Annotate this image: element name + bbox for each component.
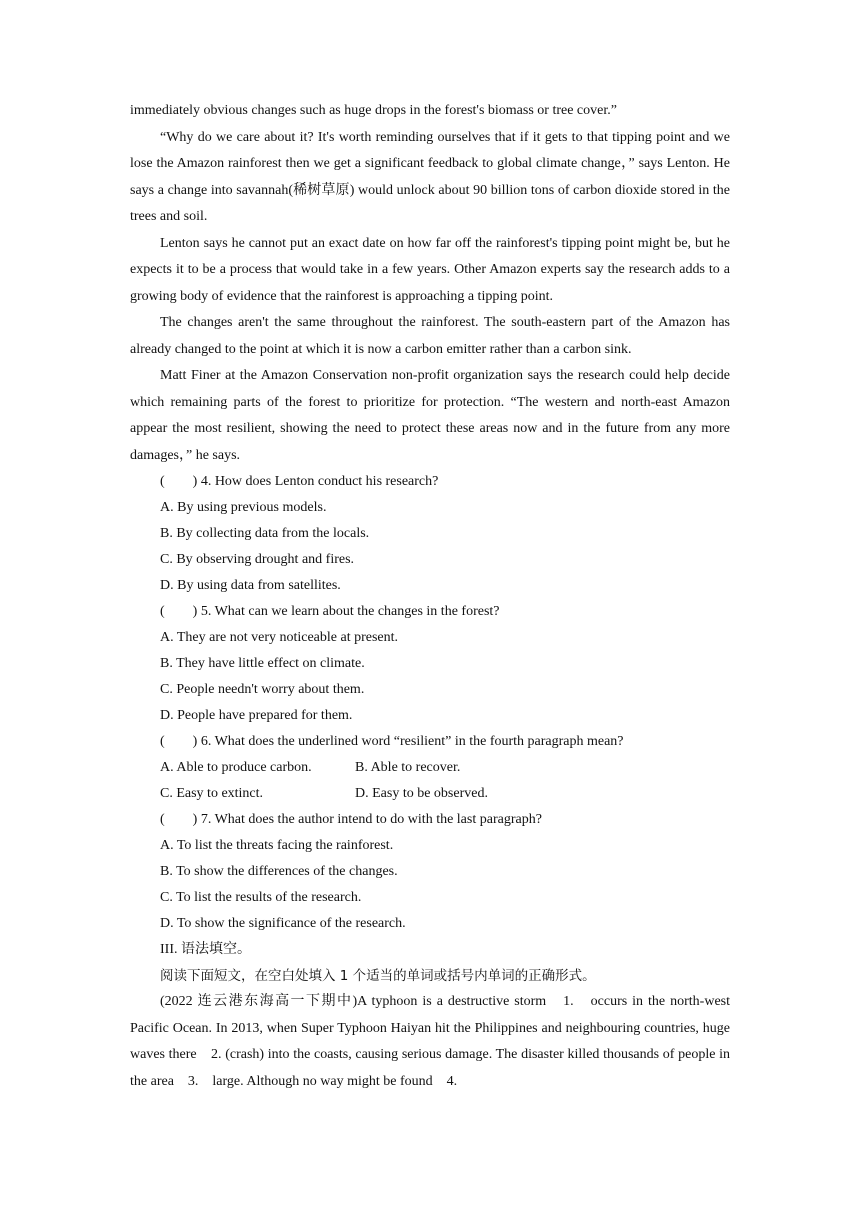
cloze-text: large. Although no way might be found (198, 1073, 447, 1089)
passage-paragraph: The changes aren't the same throughout the rainforest. The south-eastern part of the Amazon has already changed to the point at which it is now a carbon emitter rather than a carbon sink. (130, 315, 730, 357)
option-c: C. To list the results of the research. (160, 890, 362, 905)
question-5 (130, 599, 730, 729)
option-b: B. Able to recover. (355, 760, 461, 775)
question-4 (130, 469, 730, 599)
option-b: B. To show the differences of the changes. (160, 864, 398, 879)
option-a: A. They are not very noticeable at present. (160, 630, 399, 645)
source-note: (2022 连云港东海高一下期中) (160, 994, 358, 1009)
option-row (130, 755, 730, 781)
passage-paragraph: Matt Finer at the Amazon Conservation non-profit organization says the research could help decide which remaining parts of the forest to prioritize for protection. “The western and north-east Amazon appear the most resilient, showing the need to protect these areas now and in the future from any more damages，” he says. (130, 368, 730, 463)
section-instruction: 阅读下面短文，在空白处填入 1 个适当的单词或括号内单词的正确形式。 (160, 968, 596, 984)
question-stem: ( ) 4. How does Lenton conduct his research? (160, 474, 439, 489)
question-stem: ( ) 5. What can we learn about the changes in the forest? (160, 604, 500, 619)
question-6 (130, 729, 730, 807)
option-b: B. They have little effect on climate. (160, 656, 365, 671)
document-page (130, 98, 730, 1095)
option-d: D. Easy to be observed. (355, 786, 488, 801)
option-d: D. People have prepared for them. (160, 708, 353, 723)
option-a: A. By using previous models. (160, 500, 327, 515)
option-a: A. Able to produce carbon. (160, 760, 312, 775)
option-d: D. To show the significance of the research. (160, 916, 406, 931)
question-stem: ( ) 7. What does the author intend to do with the last paragraph? (160, 812, 542, 827)
blank-number: 1. (563, 994, 574, 1009)
passage-paragraph: Lenton says he cannot put an exact date on how far off the rainforest's tipping point might be, but he expects it to be a process that would take in a few years. Other Amazon experts say the research adds to a growing body of evidence that the rainforest is approaching a tipping point. (130, 235, 730, 304)
passage-paragraph: “Why do we care about it? It's worth reminding ourselves that if it gets to that tipping point and we lose the Amazon rainforest then we get a significant feedback to global climate change，” says Lenton. He says a change into savannah(稀树草原) would unlock about 90 billion tons of carbon dioxide stored in the trees and soil. (130, 129, 730, 224)
option-c: C. People needn't worry about them. (160, 682, 365, 697)
cloze-text: occurs in the north-west Pacific Ocean. In 2013, when Super Typhoon Haiyan hit the Philippines and neighbouring countries, huge waves there (130, 994, 731, 1062)
option-a: A. To list the threats facing the rainforest. (160, 838, 394, 853)
option-d: D. By using data from satellites. (160, 578, 341, 593)
section-heading: III. 语法填空。 (160, 942, 251, 957)
option-row (130, 781, 730, 807)
option-c: C. Easy to extinct. (160, 786, 264, 801)
question-7 (130, 807, 730, 937)
blank-number: 4. (446, 1073, 458, 1089)
option-c: C. By observing drought and fires. (160, 552, 355, 567)
blank-number: 2. (211, 1047, 222, 1062)
blank-number: 3. (187, 1073, 199, 1089)
cloze-text: A typhoon is a destructive storm (357, 994, 564, 1009)
cloze-text: (crash) into the coasts, causing serious damage. The disaster killed thousands of people in the area (130, 1047, 730, 1089)
question-stem: ( ) 6. What does the underlined word “resilient” in the fourth paragraph mean? (160, 734, 624, 749)
option-b: B. By collecting data from the locals. (160, 526, 370, 541)
passage-paragraph: immediately obvious changes such as huge drops in the forest's biomass or tree cover.” (130, 103, 617, 118)
cloze-passage (130, 989, 730, 1095)
